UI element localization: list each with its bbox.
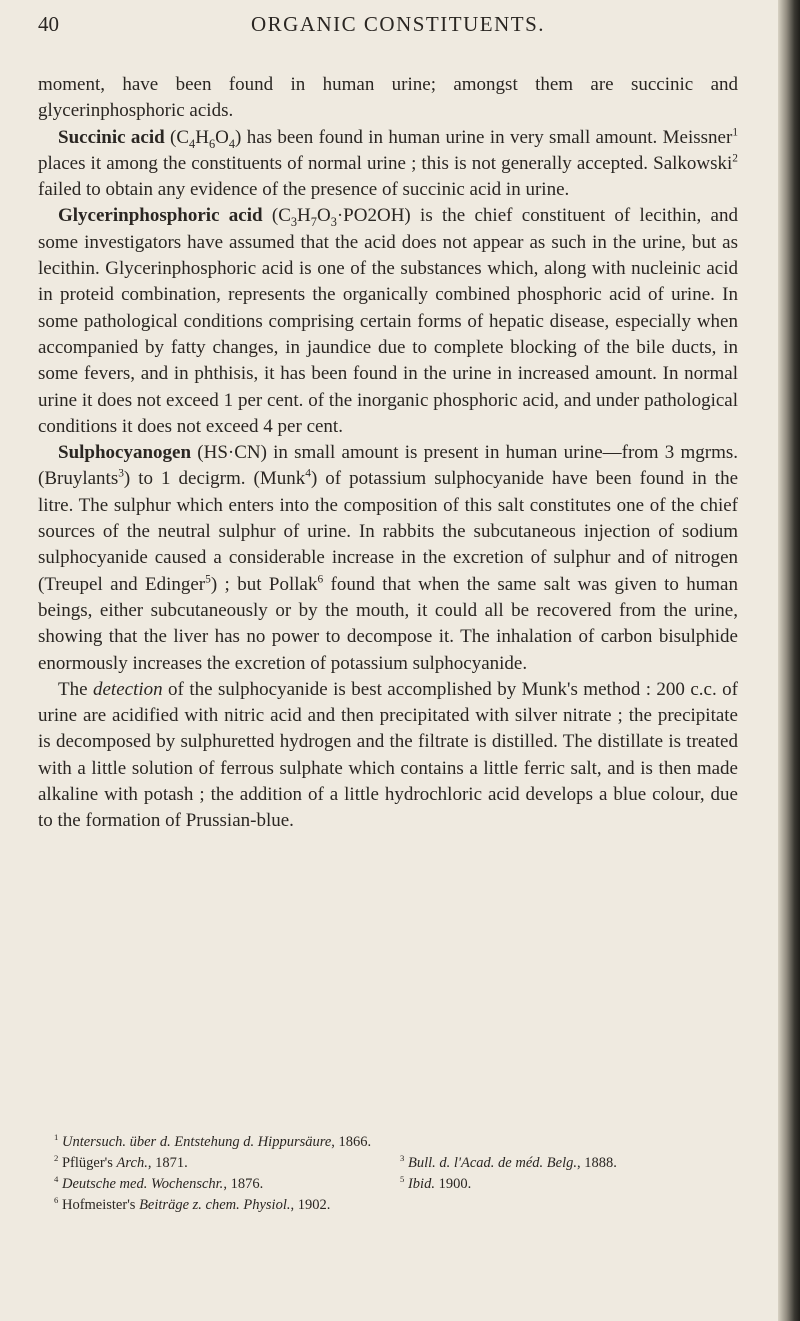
footnote-5: $^5$ Ibid. 1900. xyxy=(400,1174,472,1192)
term-glycerinphosphoric-acid: Glycerinphosphoric acid xyxy=(58,205,263,227)
glycerin-text: is the chief constituent of lecithin, and some investigators have assumed that the acid does not appear as such in the urine, but as lecithin. Glycerinphosphoric acid is one of the substances which, along with nucleinic acid in proteid combination, represents the organically combined phosphoric acid of urine. In some pathological conditions comprising certain forms of hepatic disease, especially when accompanied by fatty changes, in jaundice due to complete blocking of the bile ducts, in some fevers, and in phthisis, it has been found in the urine in increased amount. In normal urine it does not exceed 1 per cent. of the inorganic phosphoric acid, and under pathological conditions it does not exceed 4 per cent. xyxy=(38,205,738,437)
footnote-row xyxy=(38,1174,748,1195)
footnote-row xyxy=(38,1153,748,1174)
body-text xyxy=(38,72,738,835)
paragraph-succinic: Succinic acid $(C_4H_6O_4)$ has been found in human urine in very small amount. Meissner$^1$ places it among the constituents of normal urine ; this is not generally accepted. Salkowski$^2$ failed to obtain any evidence of the presence of succinic acid in urine. xyxy=(38,126,739,201)
footnote-ref-4[interactable]: 4 xyxy=(305,468,311,481)
footnote-ref-3[interactable]: 3 xyxy=(118,468,124,481)
formula-succinic: $(C_4H_6O_4)$ xyxy=(170,126,242,151)
page-header xyxy=(38,4,758,44)
footnotes xyxy=(38,1132,748,1216)
footnote-ref-6[interactable]: 6 xyxy=(317,573,324,586)
intro-text: moment, have been found in human urine; amongst them are succinic and glycerinphosphoric acids. xyxy=(38,74,738,122)
formula-sulphocyanogen: (HS·CN) xyxy=(197,442,267,464)
footnote-ref-2[interactable]: 2 xyxy=(732,152,738,165)
paragraph-intro xyxy=(38,72,738,125)
detection-text: of the sulphocyanide is best accomplished by Munk's method : 200 c.c. of urine are acidified with nitric acid and then precipitated with silver nitrate ; the precipitate is decomposed by sulphuretted hydrogen and the filtrate is distilled. The distillate is treated with a little solution of ferrous sulphate which contains a little ferric salt, and is then made alkaline with potash ; the addition of a little hydrochloric acid develops a blue colour, due to the formation of Prussian-blue. xyxy=(38,678,738,832)
footnote-6: $^6$ Hofmeister's Beiträge z. chem. Physiol., 1902. xyxy=(54,1195,331,1213)
term-sulphocyanogen: Sulphocyanogen xyxy=(58,442,192,464)
succinic-text: has been found in human urine in very small amount. Meissner xyxy=(241,126,733,148)
page-binding-edge xyxy=(778,0,800,1321)
paragraph-detection: The detection of the sulphocyanide is best accomplished by Munk's method : 200 c.c. of urine are acidified with nitric acid and then precipitated with silver nitrate ; the precipitate is decomposed by sulphuretted hydrogen and the filtrate is distilled. The distillate is treated with a little solution of ferrous sulphate which contains a little ferric salt, and is then made alkaline with potash ; the addition of a little hydrochloric acid develops a blue colour, due to the formation of Prussian-blue. xyxy=(38,678,738,832)
footnote-row xyxy=(38,1132,748,1153)
paragraph-sulphocyanogen: Sulphocyanogen (HS·CN) in small amount is present in human urine—from 3 mgrms. (Bruylants$^3$) to 1 decigrm. (Munk$^4$) of potassium sulphocyanide have been found in the litre. The sulphur which enters into the composition of this salt constitutes one of the chief sources of the neutral sulphur of urine. In rabbits the subcutaneous injection of sodium sulphocyanide caused a considerable increase in the excretion of sulphur and of nitrogen (Treupel and Edinger$^5$) ; but Pollak$^6$ found that when the same salt was given to human beings, either subcutaneously or by the mouth, it could all be recovered from the urine, showing that the liver has no power to decompose it. The inhalation of carbon bisulphide enormously increases the excretion of potassium sulphocyanide. xyxy=(38,442,739,674)
term-succinic-acid: Succinic acid xyxy=(58,126,165,148)
footnote-4: $^4$ Deutsche med. Wochenschr., 1876. xyxy=(54,1174,264,1192)
term-detection: detection xyxy=(92,678,163,700)
footnote-1: $^1$ Untersuch. über d. Entstehung d. Hippursäure, 1866. xyxy=(54,1132,372,1150)
footnote-2: $^2$ Pflüger's Arch., 1871. xyxy=(54,1153,188,1171)
sulpho-text: in small amount is present in human urine—from 3 mgrms. (Bruylants xyxy=(38,442,739,490)
formula-glycerinphosphoric: $(C_3H_7O_3\cdot PO2OH)$ xyxy=(271,205,411,230)
running-head: ORGANIC CONSTITUENTS. xyxy=(251,12,545,36)
page-number: 40 xyxy=(38,12,59,36)
paragraph-glycerinphosphoric xyxy=(38,203,738,440)
footnote-ref-1[interactable]: 1 xyxy=(732,126,739,139)
footnote-ref-5[interactable]: 5 xyxy=(205,573,211,586)
footnote-row xyxy=(38,1195,748,1216)
footnote-3: $^3$ Bull. d. l'Acad. de méd. Belg., 1888. xyxy=(400,1153,617,1171)
